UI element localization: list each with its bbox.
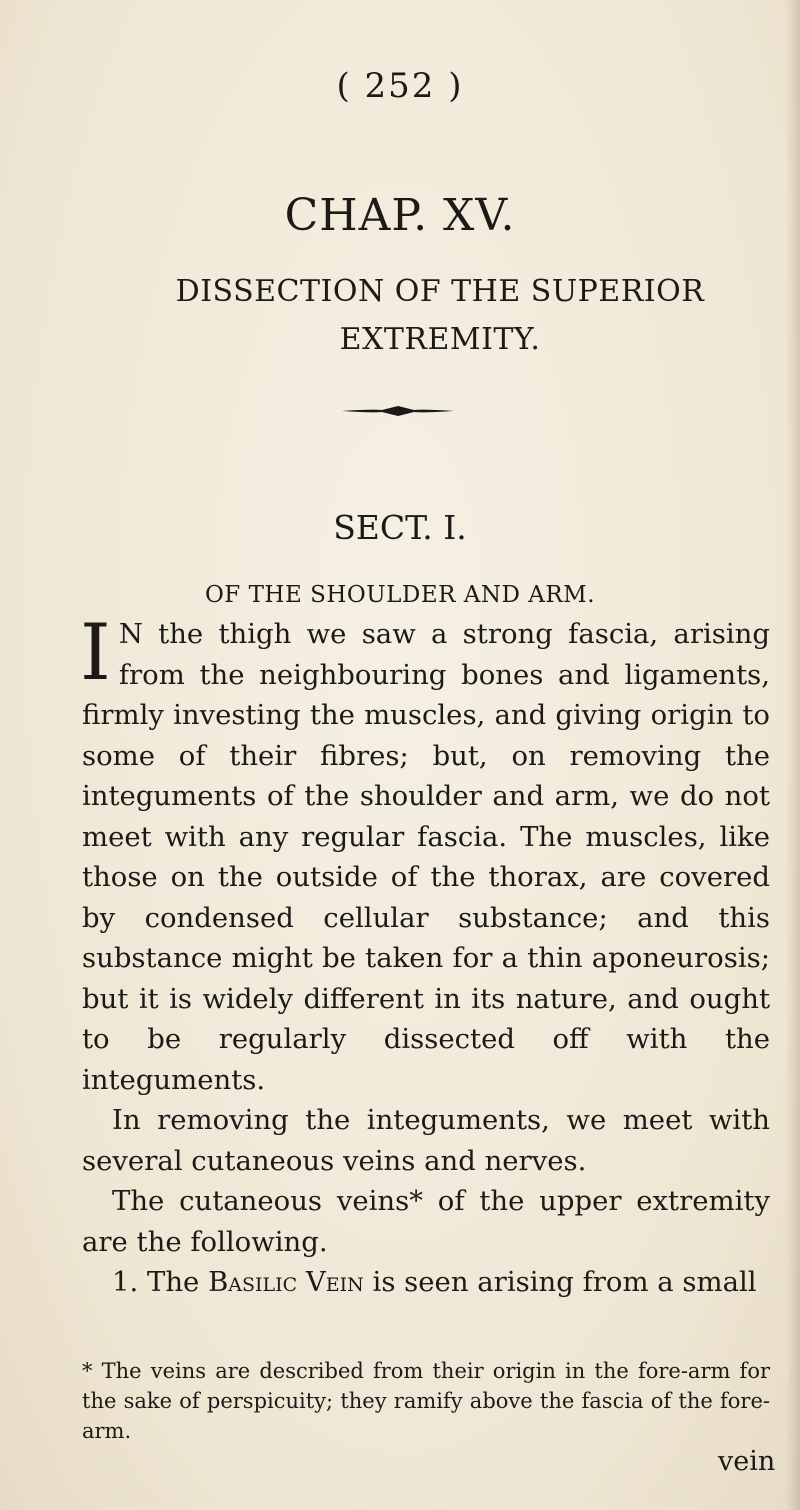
paragraph-4-rest: is seen arising from a small: [363, 1266, 757, 1298]
paragraph-3: The cutaneous veins* of the upper extremity are the following.: [82, 1185, 770, 1258]
paragraph-1: [80, 608, 770, 1100]
section-subtitle: OF THE SHOULDER AND ARM.: [204, 582, 596, 608]
paragraph-4-number: 1. The: [112, 1266, 209, 1298]
drop-cap: I: [80, 608, 111, 698]
catchword: vein: [718, 1446, 776, 1477]
page-number: ( 252 ): [336, 66, 464, 106]
paragraph-2: In removing the integuments, we meet with several cutaneous veins and nerves.: [82, 1104, 770, 1177]
paragraph-4: [82, 1262, 770, 1303]
basilic-vein-term: Basilic Vein: [208, 1266, 364, 1298]
ornament-rule-icon: [342, 406, 454, 416]
chapter-title: DISSECTION OF THE SUPERIOR EXTREMITY.: [175, 274, 705, 357]
footnote: * The veins are described from their origin in the fore-arm for the sake of perspicuity; they ramify above the fascia of the fore-arm.: [82, 1359, 770, 1443]
body-text: [80, 608, 770, 1303]
paragraph-1-text: N the thigh we saw a strong fascia, arising from the neighbouring bones and ligaments, firmly investing the muscles, and giving origin to some of their fibres; but, on removing the integuments of the shoulder and arm, we do not meet with any regular fascia. The muscles, like those on the outside of the thorax, are covered by condensed cellular substance; and this substance might be taken for a thin aponeurosis; but it is widely different in its nature, and ought to be regularly dissected off with the integuments.: [82, 618, 770, 1096]
chapter-heading: CHAP. XV.: [284, 190, 516, 241]
section-heading: SECT. I.: [333, 508, 467, 547]
